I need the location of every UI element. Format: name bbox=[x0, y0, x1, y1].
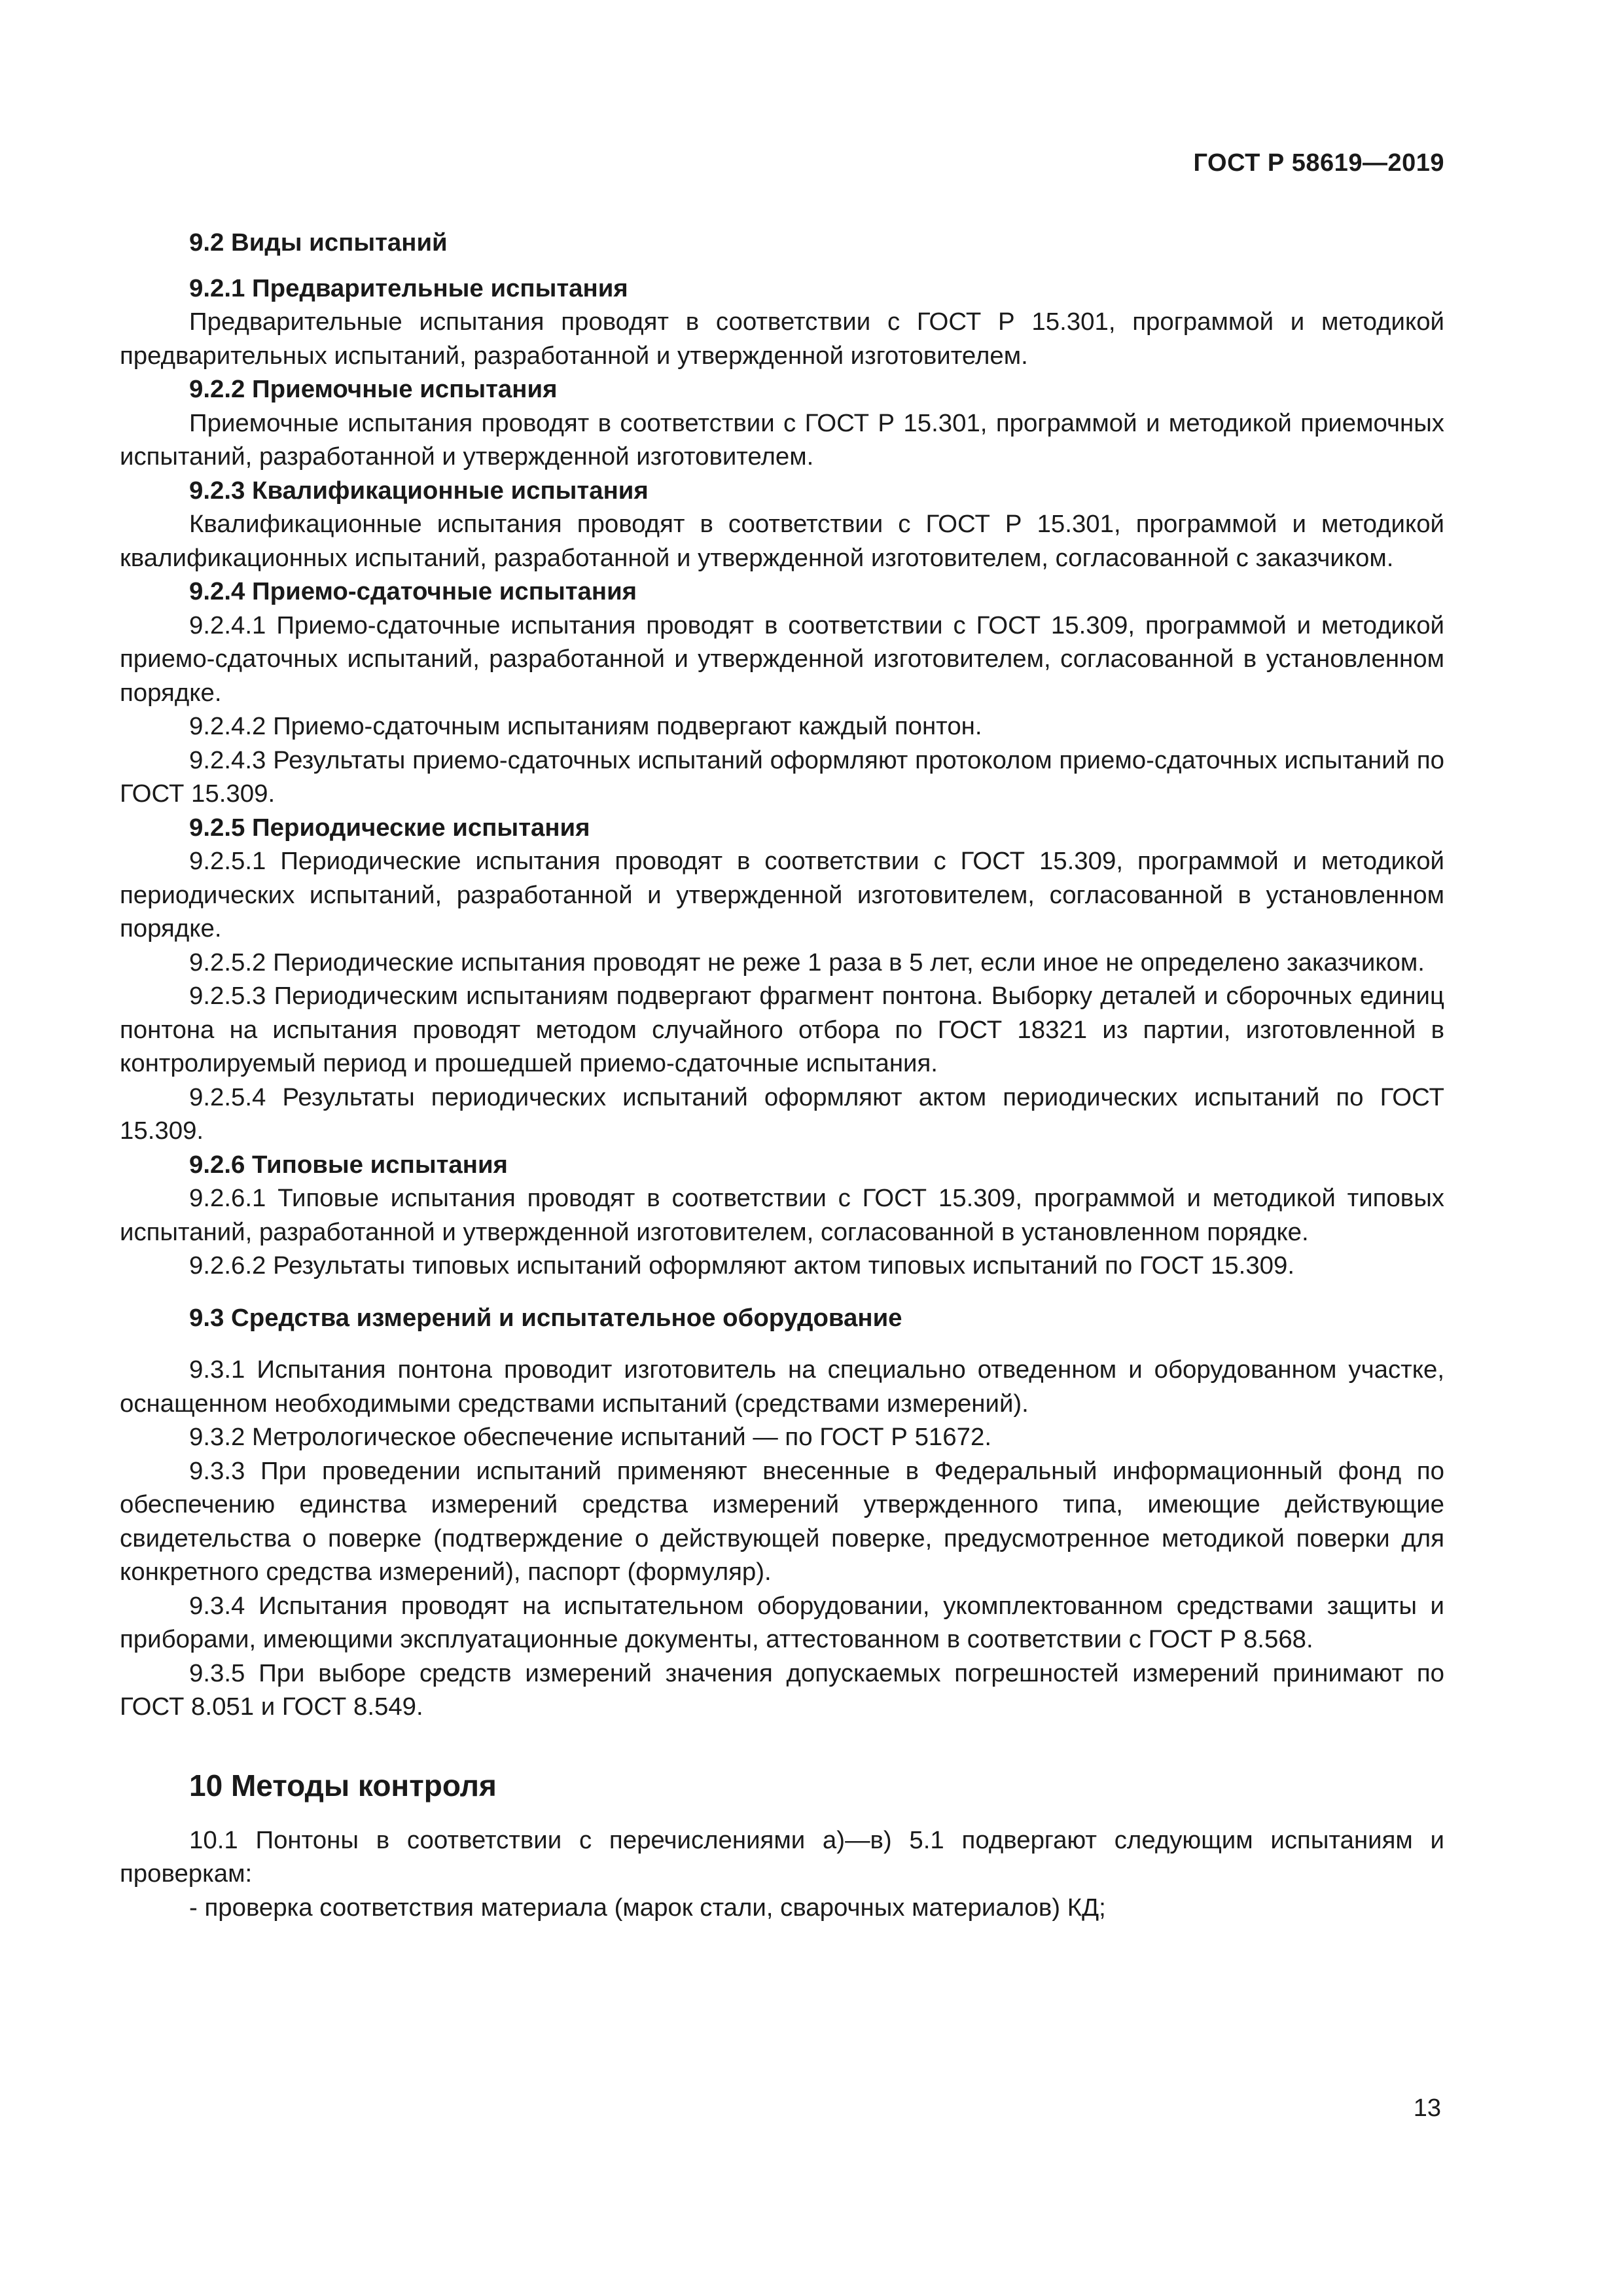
section-9-2-title: 9.2 Виды испытаний bbox=[189, 228, 448, 257]
paragraph: Квалификационные испытания проводят в соответствии с ГОСТ Р 15.301, программой и методикой квалификационных испытаний, разработанной и утвержденной изготовителем, согласованной с заказчиком. bbox=[120, 510, 1444, 572]
paragraph: 9.2.4.1 Приемо-сдаточные испытания проводят в соответствии с ГОСТ 15.309, программой и методикой приемо-сдаточных испытаний, разработанной и утвержденной изготовителем, согласованной в установленном порядке. bbox=[120, 611, 1444, 707]
list-item: - проверка соответствия материала (марок стали, сварочных материалов) КД; bbox=[189, 1893, 1106, 1922]
section-9-3-title: 9.3 Средства измерений и испытательное оборудование bbox=[189, 1303, 902, 1332]
paragraph: 9.2.4.3 Результаты приемо-сдаточных испытаний оформляют протоколом приемо-сдаточных испытаний по ГОСТ 15.309. bbox=[120, 745, 1444, 808]
paragraph: 9.2.5.2 Периодические испытания проводят не реже 1 раза в 5 лет, если иное не определено заказчиком. bbox=[189, 948, 1425, 977]
paragraph: 9.2.5.1 Периодические испытания проводят в соответствии с ГОСТ 15.309, программой и методикой периодических испытаний, разработанной и утвержденной изготовителем, согласованной в установленном порядке. bbox=[120, 847, 1444, 942]
paragraph: 9.2.6.2 Результаты типовых испытаний оформляют актом типовых испытаний по ГОСТ 15.309. bbox=[189, 1251, 1295, 1280]
page-number: 13 bbox=[1413, 2094, 1441, 2122]
paragraph: 10.1 Понтоны в соответствии с перечислениями а)—в) 5.1 подвергают следующим испытаниям и проверкам: bbox=[120, 1825, 1444, 1888]
paragraph: 9.3.5 При выборе средств измерений значения допускаемых погрешностей измерений принимают по ГОСТ 8.051 и ГОСТ 8.549. bbox=[120, 1659, 1444, 1721]
paragraph: 9.3.3 При проведении испытаний применяют внесенные в Федеральный информационный фонд по обеспечению единства измерений средства измерений утвержденного типа, имеющие действующие свидетельства о поверке (подтверждение о действующей поверке, предусмотренное методикой поверки для конкретного средства измерений), паспорт (формуляр). bbox=[120, 1456, 1444, 1586]
section-9-2-2-title: 9.2.2 Приемочные испытания bbox=[189, 375, 558, 403]
document-code: ГОСТ Р 58619—2019 bbox=[1193, 149, 1444, 177]
paragraph: Приемочные испытания проводят в соответствии с ГОСТ Р 15.301, программой и методикой приемочных испытаний, разработанной и утвержденной изготовителем. bbox=[120, 408, 1444, 471]
section-9-2-6-title: 9.2.6 Типовые испытания bbox=[189, 1150, 508, 1179]
paragraph: 9.3.4 Испытания проводят на испытательном оборудовании, укомплектованном средствами защиты и приборами, имеющими эксплуатационные документы, аттестованном в соответствии с ГОСТ Р 8.568. bbox=[120, 1591, 1444, 1653]
paragraph: 9.2.4.2 Приемо-сдаточным испытаниям подвергают каждый понтон. bbox=[189, 712, 982, 740]
section-9-2-5-title: 9.2.5 Периодические испытания bbox=[189, 813, 590, 842]
paragraph: 9.3.2 Метрологическое обеспечение испытаний — по ГОСТ Р 51672. bbox=[189, 1423, 991, 1451]
section-9-2-4-title: 9.2.4 Приемо-сдаточные испытания bbox=[189, 577, 637, 605]
paragraph: 9.2.6.1 Типовые испытания проводят в соответствии с ГОСТ 15.309, программой и методикой типовых испытаний, разработанной и утвержденной изготовителем, согласованной в установленном порядке. bbox=[120, 1184, 1444, 1246]
section-10-title: 10 Методы контроля bbox=[189, 1768, 497, 1803]
document-body bbox=[120, 226, 1444, 1924]
paragraph: 9.3.1 Испытания понтона проводит изготовитель на специально отведенном и оборудованном участке, оснащенном необходимыми средствами испытаний (средствами измерений). bbox=[120, 1355, 1444, 1418]
paragraph: 9.2.5.4 Результаты периодических испытаний оформляют актом периодических испытаний по ГОСТ 15.309. bbox=[120, 1083, 1444, 1145]
section-9-2-1-title: 9.2.1 Предварительные испытания bbox=[189, 274, 628, 302]
paragraph: Предварительные испытания проводят в соответствии с ГОСТ Р 15.301, программой и методикой предварительных испытаний, разработанной и утвержденной изготовителем. bbox=[120, 308, 1444, 370]
section-9-2-3-title: 9.2.3 Квалификационные испытания bbox=[189, 476, 649, 505]
paragraph: 9.2.5.3 Периодическим испытаниям подвергают фрагмент понтона. Выборку деталей и сборочных единиц понтона на испытания проводят методом случайного отбора по ГОСТ 18321 из партии, изготовленной в контролируемый период и прошедшей приемо-сдаточные испытания. bbox=[120, 982, 1444, 1077]
